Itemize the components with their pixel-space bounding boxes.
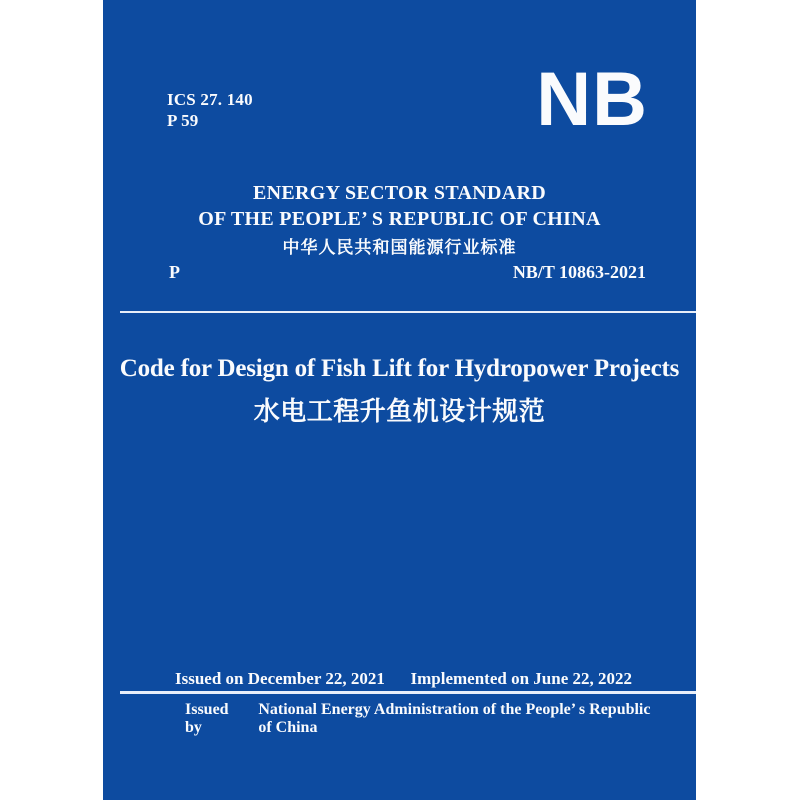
- standard-code-row: [169, 262, 646, 283]
- issued-by-label: Issued by: [185, 701, 229, 736]
- standard-org-block: [103, 180, 696, 258]
- org-title-line1: ENERGY SECTOR STANDARD: [253, 182, 546, 204]
- nb-logo: NB: [536, 57, 648, 142]
- doc-class-code: P 59: [167, 111, 199, 130]
- issued-by-row: [185, 701, 656, 737]
- class-letter: P: [169, 262, 180, 282]
- org-title-chinese: 中华人民共和国能源行业标准: [282, 238, 517, 257]
- issued-date: Issued on December 22, 2021: [175, 669, 385, 688]
- implemented-date: Implemented on June 22, 2022: [410, 669, 632, 688]
- document-title-english: Code for Design of Fish Lift for Hydropower Projects: [119, 355, 680, 382]
- standard-cover: [103, 0, 696, 800]
- top-divider-rule: [120, 311, 696, 313]
- dates-row: [175, 669, 632, 689]
- standard-number: NB/T 10863-2021: [512, 262, 646, 282]
- org-title-line2: OF THE PEOPLE’ S REPUBLIC OF CHINA: [198, 208, 601, 230]
- ics-code: ICS 27. 140: [167, 90, 253, 109]
- issued-by-value: National Energy Administration of the People’ s Republic of China: [258, 701, 651, 736]
- ics-classification-block: [167, 89, 253, 131]
- bottom-divider-rule: [120, 691, 696, 694]
- document-title-chinese: 水电工程升鱼机设计规范: [253, 397, 546, 426]
